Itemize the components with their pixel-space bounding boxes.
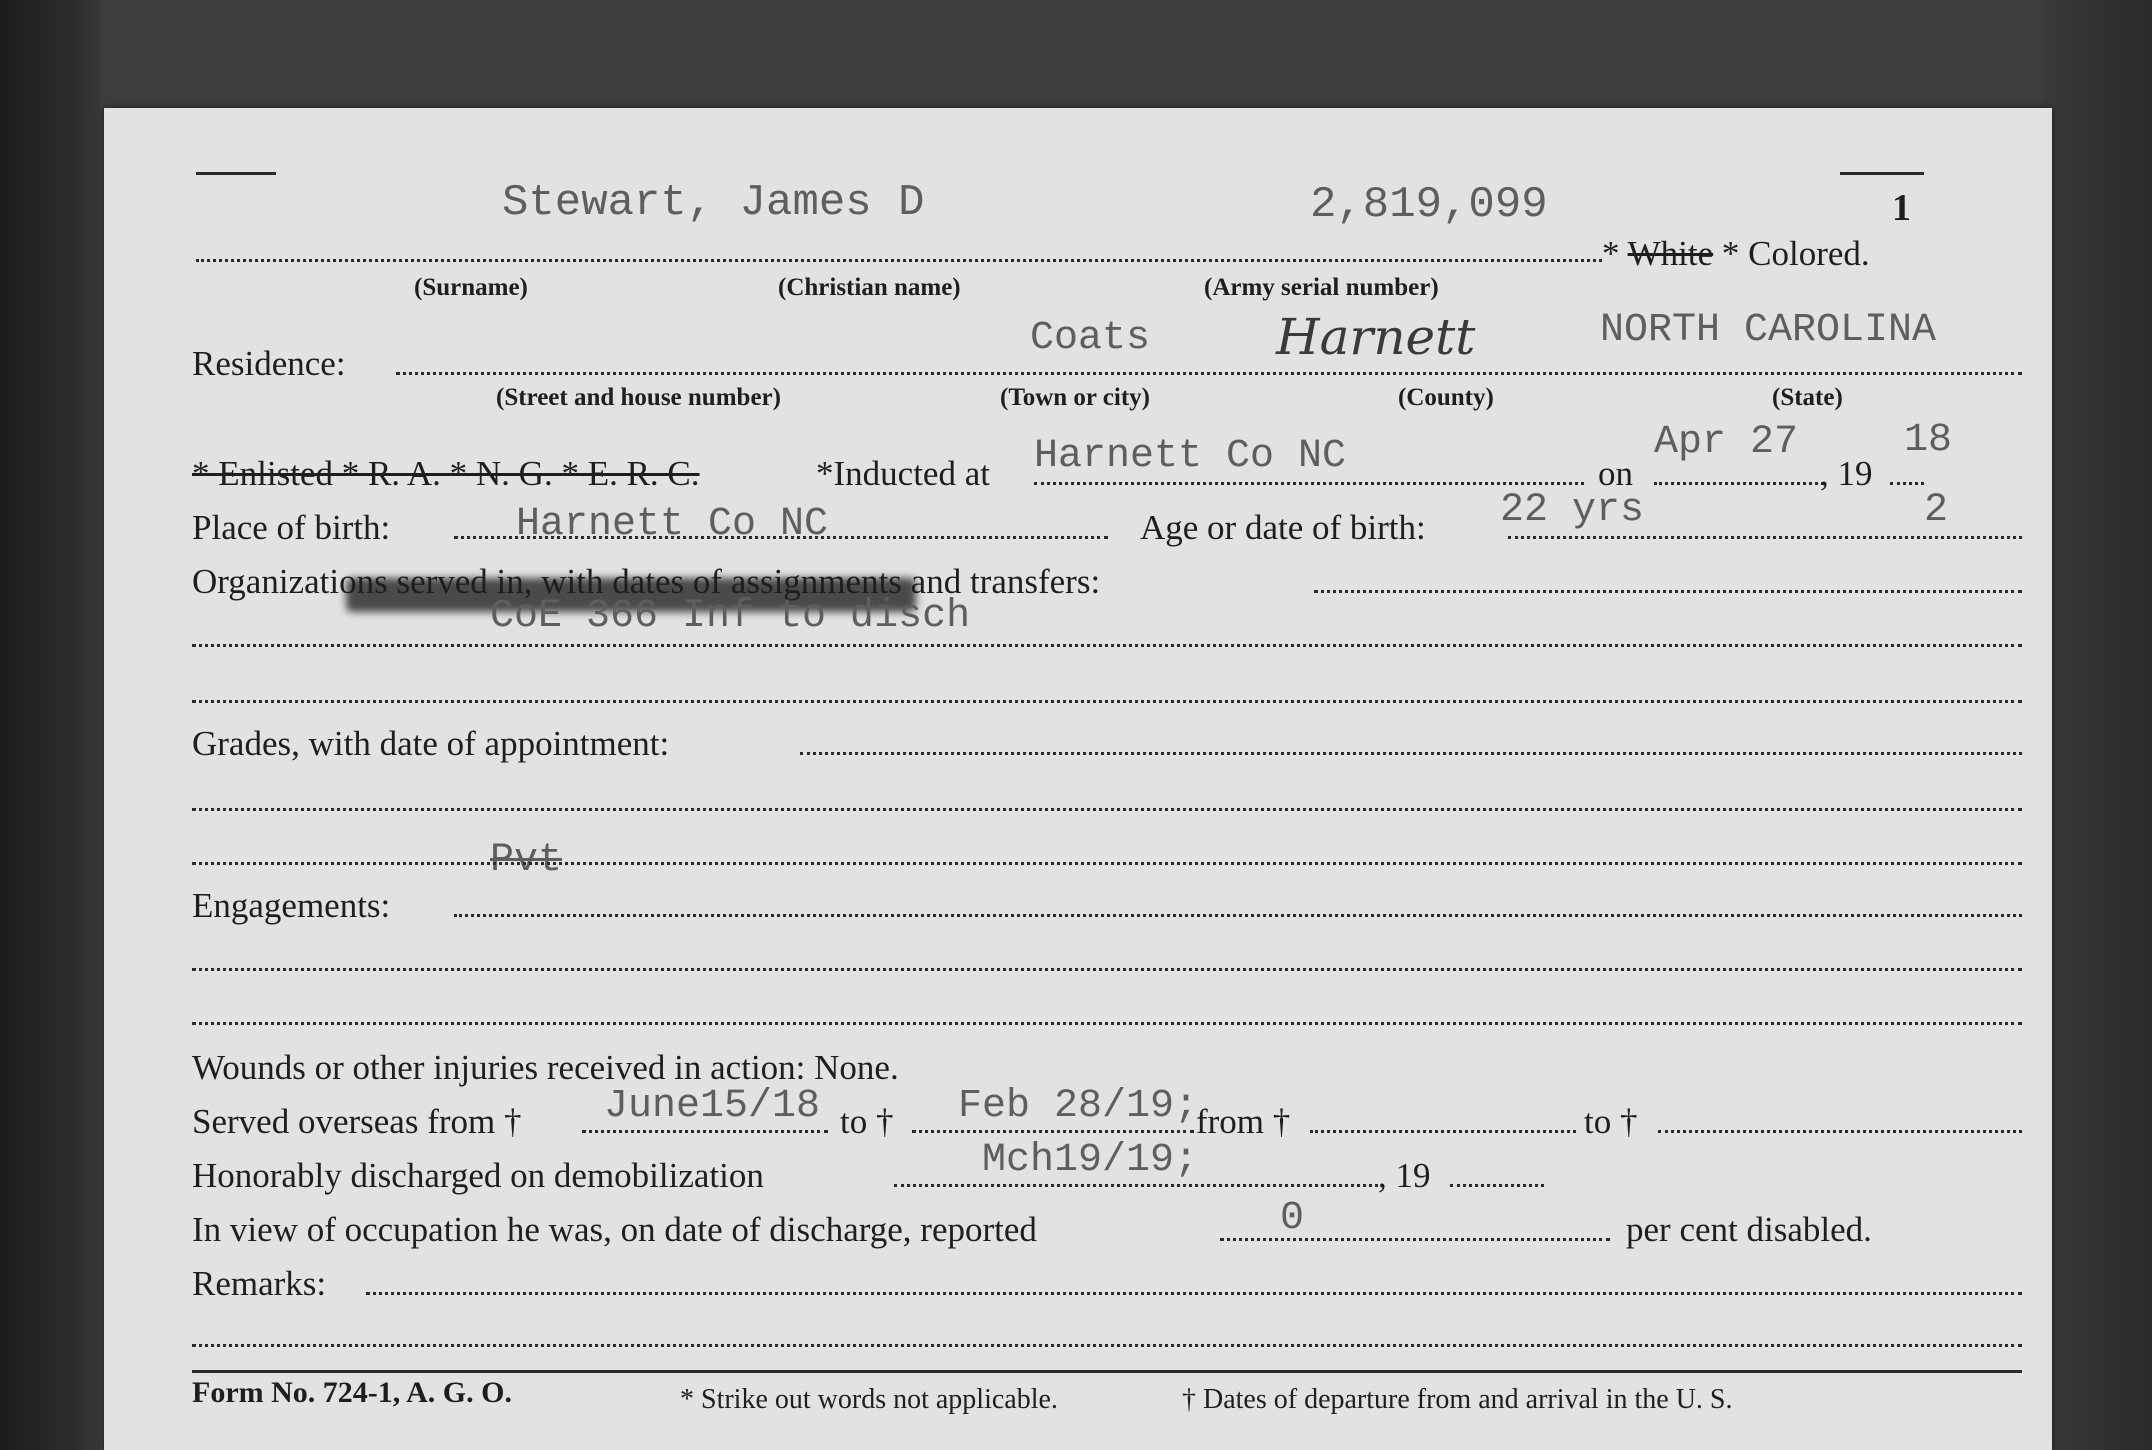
remarks-line-1 bbox=[366, 1292, 2022, 1295]
grades-line-3 bbox=[192, 862, 2022, 865]
organizations-value: CoE 366 Inf to disch bbox=[490, 594, 971, 639]
residence-line bbox=[396, 372, 2022, 375]
age-label: Age or date of birth: bbox=[1140, 508, 1426, 547]
grades-value: Pvt bbox=[490, 838, 563, 883]
discharge-label: Honorably discharged on demobilization bbox=[192, 1156, 764, 1195]
scanner-background-right bbox=[2042, 0, 2152, 1450]
service-record-card bbox=[104, 108, 2052, 1450]
overseas-to-line bbox=[912, 1130, 1194, 1133]
year-value: 18 bbox=[1904, 418, 1953, 463]
caption-surname: (Surname) bbox=[414, 274, 528, 301]
occupation-label: In view of occupation he was, on date of discharge, reported bbox=[192, 1210, 1037, 1249]
corner-dash-right bbox=[1840, 172, 1924, 175]
discharge-year-line bbox=[1450, 1184, 1544, 1187]
on-label: on bbox=[1598, 454, 1633, 493]
serial-number-value: 2,819,099 bbox=[1310, 180, 1548, 230]
name-line bbox=[196, 259, 1602, 262]
discharge-date-value: Mch19/19; bbox=[982, 1138, 1199, 1183]
residence-label: Residence: bbox=[192, 344, 346, 383]
engagements-line-1 bbox=[454, 914, 2022, 917]
engagements-line-3 bbox=[192, 1022, 2022, 1025]
to2-label: to † bbox=[1584, 1102, 1638, 1141]
engagements-line-2 bbox=[192, 968, 2022, 971]
grades-line-2 bbox=[192, 808, 2022, 811]
organizations-line-2 bbox=[192, 644, 2022, 647]
card-number: 1 bbox=[1892, 187, 1911, 229]
race-colored: * Colored. bbox=[1721, 234, 1870, 273]
inducted-date-value: Apr 27 bbox=[1654, 420, 1799, 465]
discharge-line bbox=[894, 1184, 1378, 1187]
footer-rule bbox=[192, 1370, 2022, 1373]
year-prefix: , 19 bbox=[1820, 454, 1873, 493]
engagements-label: Engagements: bbox=[192, 886, 391, 925]
surname-christian-value: Stewart, James D bbox=[502, 178, 925, 228]
remarks-label: Remarks: bbox=[192, 1264, 327, 1303]
from2-label: from † bbox=[1196, 1102, 1291, 1141]
grades-label: Grades, with date of appointment: bbox=[192, 724, 670, 763]
residence-state-value: NORTH CAROLINA bbox=[1600, 308, 1937, 353]
race-field bbox=[1602, 234, 1870, 274]
inducted-place-value: Harnett Co NC bbox=[1034, 434, 1347, 479]
inducted-date-line bbox=[1654, 482, 1824, 485]
organizations-line-3 bbox=[192, 700, 2022, 703]
disabled-line bbox=[1220, 1238, 1610, 1241]
footnote-strike-out: * Strike out words not applicable. bbox=[680, 1384, 1058, 1415]
overseas-from-line bbox=[582, 1130, 828, 1133]
race-white-struck: White bbox=[1627, 234, 1714, 273]
grades-line-1 bbox=[800, 752, 2022, 755]
from2-line bbox=[1310, 1130, 1576, 1133]
caption-street: (Street and house number) bbox=[496, 384, 781, 411]
caption-state: (State) bbox=[1772, 384, 1843, 411]
inducted-label: *Inducted at bbox=[816, 454, 990, 493]
caption-town: (Town or city) bbox=[1000, 384, 1150, 411]
form-number: Form No. 724-1, A. G. O. bbox=[192, 1376, 512, 1409]
organizations-label: Organizations served in, with dates of assignments and transfers: bbox=[192, 562, 1101, 601]
enlisted-options-struck: * Enlisted * R. A. * N. G. * E. R. C. bbox=[192, 454, 700, 493]
inducted-line bbox=[1034, 482, 1584, 485]
age-value: 22 yrs bbox=[1500, 488, 1645, 533]
disabled-value: 0 bbox=[1280, 1196, 1305, 1241]
residence-county-value: Harnett bbox=[1276, 308, 1476, 366]
overseas-label: Served overseas from † bbox=[192, 1102, 522, 1141]
discharge-year-prefix: , 19 bbox=[1378, 1156, 1431, 1195]
age-mark: 2 bbox=[1924, 488, 1949, 533]
corner-dash-left bbox=[196, 172, 276, 175]
disabled-label: per cent disabled. bbox=[1626, 1210, 1872, 1249]
wounds-text: Wounds or other injuries received in action: None. bbox=[192, 1048, 899, 1087]
caption-county: (County) bbox=[1398, 384, 1494, 411]
race-asterisk: * bbox=[1602, 234, 1620, 273]
caption-serial-number: (Army serial number) bbox=[1204, 274, 1439, 301]
footnote-dates: † Dates of departure from and arrival in the U. S. bbox=[1182, 1384, 1733, 1415]
birth-place-value: Harnett Co NC bbox=[516, 502, 829, 547]
to-label: to † bbox=[840, 1102, 894, 1141]
scanner-background-left bbox=[0, 0, 100, 1450]
birth-place-label: Place of birth: bbox=[192, 508, 391, 547]
to2-line bbox=[1658, 1130, 2022, 1133]
remarks-line-2 bbox=[192, 1344, 2022, 1347]
birth-place-line bbox=[454, 536, 1108, 539]
overseas-from-value: June15/18 bbox=[604, 1084, 821, 1129]
organizations-line-1 bbox=[1314, 590, 2022, 593]
overseas-to-value: Feb 28/19; bbox=[958, 1084, 1199, 1129]
residence-town-value: Coats bbox=[1030, 316, 1151, 361]
caption-christian-name: (Christian name) bbox=[778, 274, 961, 301]
age-line bbox=[1508, 536, 2022, 539]
year-line bbox=[1890, 482, 1924, 485]
